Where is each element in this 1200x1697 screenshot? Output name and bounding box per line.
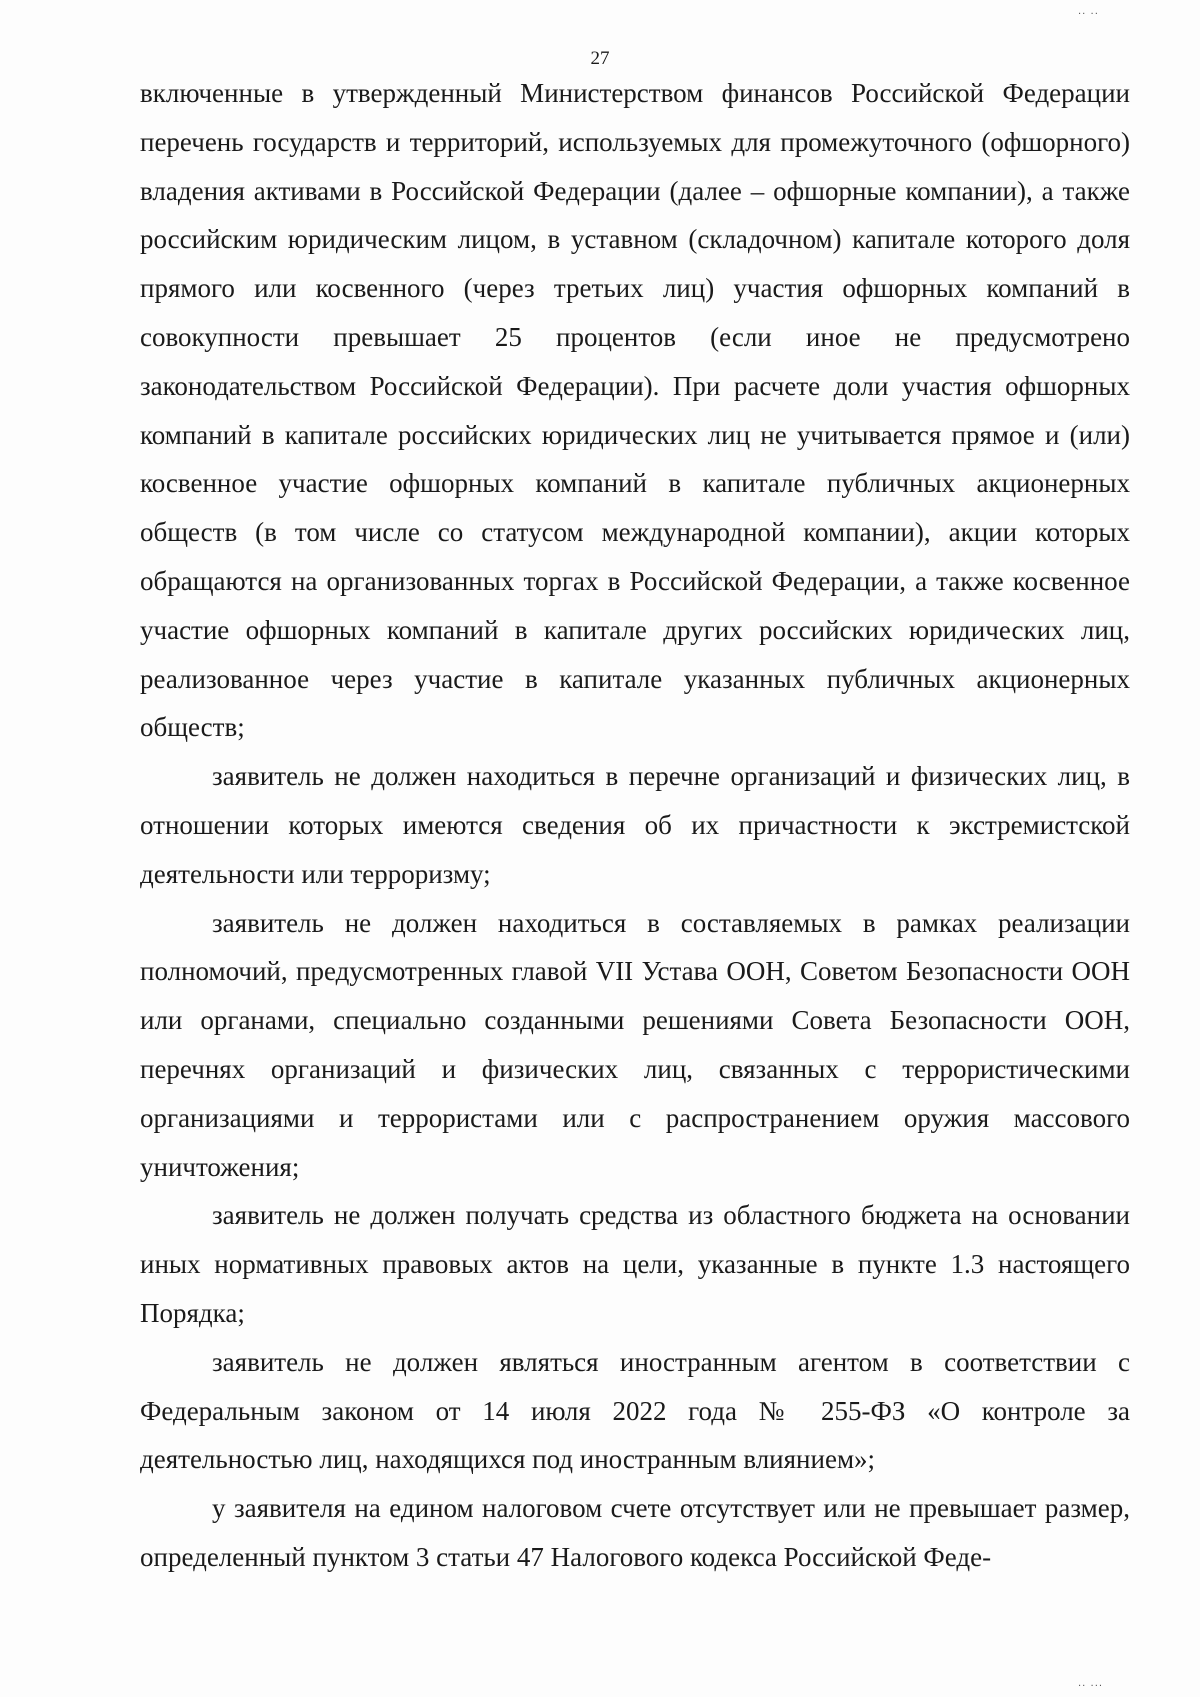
scan-artifact-bottom: .. ... [1078,1678,1104,1689]
paragraph-extremism-list: заявитель не должен находиться в перечне организаций и физических лиц, в отношении которых имеются сведения об их причастности к экстремистской деятельности или терроризму; [140,761,1130,889]
page-number: 27 [590,48,610,69]
paragraph-tax-account: у заявителя на едином налоговом счете отсутствует или не превышает размер, определенный пунктом 3 статьи 47 Налогового кодекса Российской Феде- [140,1493,1130,1572]
paragraph-foreign-agent: заявитель не должен являться иностранным агентом в соответствии с Федеральным законом от 14 июля 2022 года № 255-ФЗ «О контроле за деятельностью лиц, находящихся под иностранным влиянием»; [140,1346,1130,1475]
paragraph-regional-budget-funds: заявитель не должен получать средства из областного бюджета на основании иных нормативных правовых актов на цели, указанные в пункте 1.3 настоящего Порядка; [140,1200,1130,1328]
paragraph-un-sanctions-list: заявитель не должен находиться в составляемых в рамках реализации полномочий, предусмотренных главой VII Устава ООН, Советом Безопасности ООН или органами, специально созданными решениями Совета Безопасности ООН, перечнях организаций и физических лиц, связанных с террористическими организациями и террористами или с распространением оружия массового уничтожения; [140,907,1130,1182]
document-body [140,69,1130,1582]
scan-artifact-top: .. .. [1078,6,1099,17]
paragraph-offshore-companies: включенные в утвержденный Министерством финансов Российской Федерации перечень государств и территорий, используемых для промежуточного (офшорного) владения активами в Российской Федерации (далее – офшорные компании), а также российским юридическим лицом, в уставном (складочном) капитале которого доля прямого или косвенного (через третьих лиц) участия офшорных компаний в совокупности превышает 25 процентов (если иное не предусмотрено законодательством Российской Федерации). При расчете доли участия офшорных компаний в капитале российских юридических лиц не учитывается прямое и (или) косвенное участие офшорных компаний в капитале публичных акционерных обществ (в том числе со статусом международной компании), акции которых обращаются на организованных торгах в Российской Федерации, а также косвенное участие офшорных компаний в капитале других российских юридических лиц, реализованное через участие в капитале указанных публичных акционерных обществ; [140,78,1130,743]
